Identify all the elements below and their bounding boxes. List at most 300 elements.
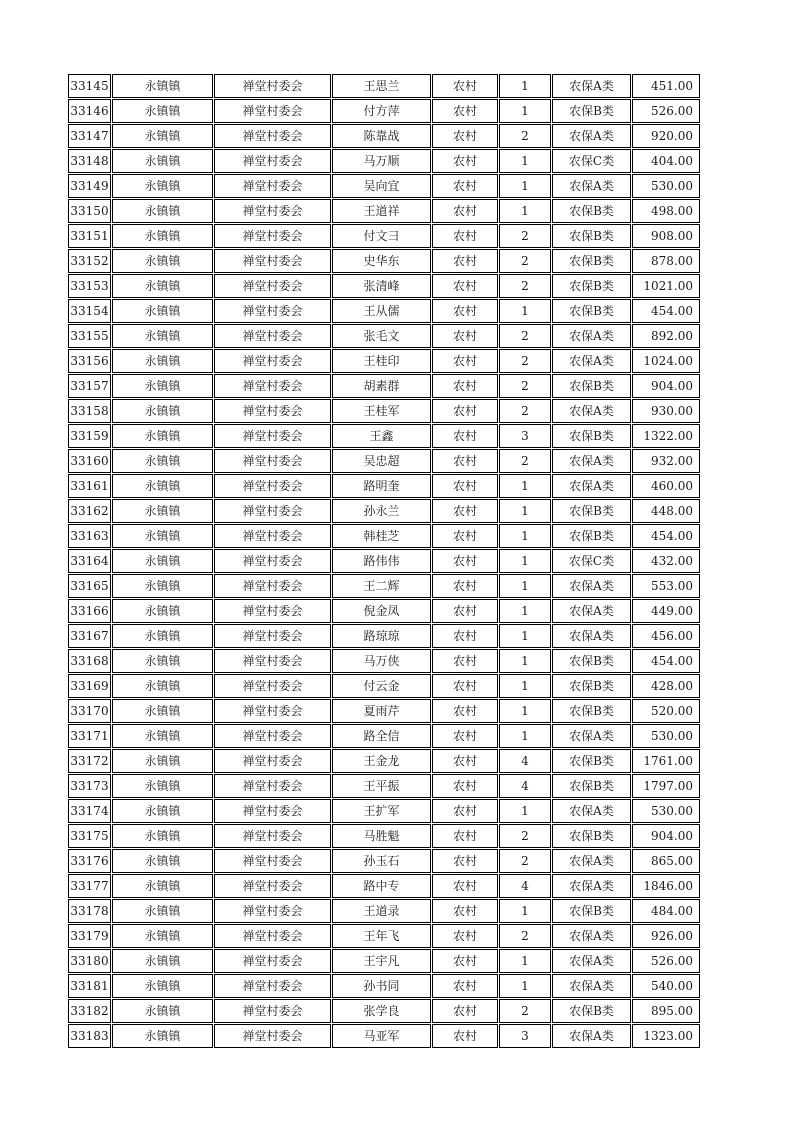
cell-person-count: 2	[499, 249, 551, 273]
cell-village-committee: 禅堂村委会	[214, 199, 331, 223]
cell-insurance-category: 农保B类	[552, 824, 631, 848]
cell-serial-number: 33159	[68, 424, 111, 448]
cell-amount: 926.00	[632, 924, 700, 948]
cell-insurance-category: 农保C类	[552, 549, 631, 573]
cell-village-committee: 禅堂村委会	[214, 224, 331, 248]
cell-person-count: 1	[499, 99, 551, 123]
cell-amount: 1024.00	[632, 349, 700, 373]
cell-serial-number: 33166	[68, 599, 111, 623]
cell-town: 永镇镇	[112, 674, 213, 698]
table-row	[68, 599, 700, 623]
cell-village-committee: 禅堂村委会	[214, 649, 331, 673]
cell-residence-type: 农村	[432, 224, 498, 248]
cell-village-committee: 禅堂村委会	[214, 399, 331, 423]
cell-serial-number: 33164	[68, 549, 111, 573]
cell-village-committee: 禅堂村委会	[214, 424, 331, 448]
cell-residence-type: 农村	[432, 174, 498, 198]
cell-town: 永镇镇	[112, 424, 213, 448]
cell-insurance-category: 农保A类	[552, 474, 631, 498]
cell-residence-type: 农村	[432, 799, 498, 823]
cell-village-committee: 禅堂村委会	[214, 99, 331, 123]
cell-person-count: 1	[499, 899, 551, 923]
cell-village-committee: 禅堂村委会	[214, 774, 331, 798]
cell-amount: 1021.00	[632, 274, 700, 298]
cell-town: 永镇镇	[112, 624, 213, 648]
cell-insurance-category: 农保B类	[552, 899, 631, 923]
cell-insurance-category: 农保A类	[552, 949, 631, 973]
cell-serial-number: 33176	[68, 849, 111, 873]
cell-village-committee: 禅堂村委会	[214, 724, 331, 748]
cell-person-name: 路明奎	[332, 474, 431, 498]
cell-amount: 908.00	[632, 224, 700, 248]
cell-village-committee: 禅堂村委会	[214, 824, 331, 848]
cell-village-committee: 禅堂村委会	[214, 274, 331, 298]
cell-person-name: 路伟伟	[332, 549, 431, 573]
cell-residence-type: 农村	[432, 474, 498, 498]
cell-person-name: 王宇凡	[332, 949, 431, 973]
cell-town: 永镇镇	[112, 374, 213, 398]
cell-village-committee: 禅堂村委会	[214, 474, 331, 498]
cell-person-name: 王年飞	[332, 924, 431, 948]
cell-serial-number: 33180	[68, 949, 111, 973]
cell-person-name: 王鑫	[332, 424, 431, 448]
table-row	[68, 724, 700, 748]
cell-amount: 932.00	[632, 449, 700, 473]
cell-person-count: 2	[499, 399, 551, 423]
cell-town: 永镇镇	[112, 499, 213, 523]
cell-town: 永镇镇	[112, 899, 213, 923]
cell-serial-number: 33170	[68, 699, 111, 723]
cell-amount: 904.00	[632, 374, 700, 398]
cell-insurance-category: 农保A类	[552, 124, 631, 148]
cell-insurance-category: 农保B类	[552, 299, 631, 323]
cell-person-count: 2	[499, 999, 551, 1023]
cell-residence-type: 农村	[432, 774, 498, 798]
cell-residence-type: 农村	[432, 899, 498, 923]
cell-village-committee: 禅堂村委会	[214, 549, 331, 573]
cell-insurance-category: 农保A类	[552, 399, 631, 423]
table-row	[68, 324, 700, 348]
table-row	[68, 499, 700, 523]
cell-amount: 895.00	[632, 999, 700, 1023]
cell-village-committee: 禅堂村委会	[214, 499, 331, 523]
cell-town: 永镇镇	[112, 799, 213, 823]
cell-person-name: 王金龙	[332, 749, 431, 773]
cell-town: 永镇镇	[112, 749, 213, 773]
cell-residence-type: 农村	[432, 549, 498, 573]
cell-insurance-category: 农保A类	[552, 174, 631, 198]
cell-residence-type: 农村	[432, 849, 498, 873]
cell-amount: 460.00	[632, 474, 700, 498]
cell-village-committee: 禅堂村委会	[214, 1024, 331, 1048]
cell-residence-type: 农村	[432, 824, 498, 848]
cell-residence-type: 农村	[432, 574, 498, 598]
cell-person-count: 1	[499, 149, 551, 173]
cell-town: 永镇镇	[112, 224, 213, 248]
cell-person-count: 1	[499, 799, 551, 823]
cell-village-committee: 禅堂村委会	[214, 324, 331, 348]
cell-town: 永镇镇	[112, 649, 213, 673]
cell-person-name: 王从儒	[332, 299, 431, 323]
cell-residence-type: 农村	[432, 374, 498, 398]
cell-amount: 878.00	[632, 249, 700, 273]
cell-person-name: 路琼琼	[332, 624, 431, 648]
cell-insurance-category: 农保A类	[552, 849, 631, 873]
cell-insurance-category: 农保B类	[552, 99, 631, 123]
cell-person-count: 2	[499, 824, 551, 848]
cell-serial-number: 33177	[68, 874, 111, 898]
cell-serial-number: 33148	[68, 149, 111, 173]
cell-insurance-category: 农保B类	[552, 424, 631, 448]
cell-residence-type: 农村	[432, 499, 498, 523]
cell-residence-type: 农村	[432, 874, 498, 898]
cell-serial-number: 33152	[68, 249, 111, 273]
cell-residence-type: 农村	[432, 949, 498, 973]
cell-insurance-category: 农保B类	[552, 749, 631, 773]
cell-insurance-category: 农保A类	[552, 724, 631, 748]
cell-person-count: 1	[499, 699, 551, 723]
table-row	[68, 849, 700, 873]
cell-village-committee: 禅堂村委会	[214, 999, 331, 1023]
cell-insurance-category: 农保B类	[552, 199, 631, 223]
cell-amount: 454.00	[632, 299, 700, 323]
cell-person-count: 1	[499, 949, 551, 973]
cell-residence-type: 农村	[432, 524, 498, 548]
cell-person-count: 3	[499, 1024, 551, 1048]
cell-village-committee: 禅堂村委会	[214, 599, 331, 623]
cell-residence-type: 农村	[432, 749, 498, 773]
cell-serial-number: 33147	[68, 124, 111, 148]
cell-insurance-category: 农保A类	[552, 74, 631, 98]
cell-village-committee: 禅堂村委会	[214, 449, 331, 473]
table-row	[68, 374, 700, 398]
cell-town: 永镇镇	[112, 99, 213, 123]
cell-village-committee: 禅堂村委会	[214, 874, 331, 898]
cell-person-name: 孙永兰	[332, 499, 431, 523]
cell-insurance-category: 农保B类	[552, 524, 631, 548]
cell-amount: 404.00	[632, 149, 700, 173]
cell-insurance-category: 农保A类	[552, 449, 631, 473]
cell-serial-number: 33165	[68, 574, 111, 598]
cell-town: 永镇镇	[112, 599, 213, 623]
cell-amount: 451.00	[632, 74, 700, 98]
cell-person-name: 王平振	[332, 774, 431, 798]
cell-serial-number: 33179	[68, 924, 111, 948]
cell-person-name: 陈靠战	[332, 124, 431, 148]
cell-amount: 526.00	[632, 99, 700, 123]
cell-amount: 454.00	[632, 524, 700, 548]
cell-amount: 449.00	[632, 599, 700, 623]
cell-person-count: 1	[499, 974, 551, 998]
table-row	[68, 549, 700, 573]
cell-amount: 920.00	[632, 124, 700, 148]
table-row	[68, 1024, 700, 1048]
cell-serial-number: 33150	[68, 199, 111, 223]
cell-person-name: 付云金	[332, 674, 431, 698]
cell-serial-number: 33154	[68, 299, 111, 323]
table-row	[68, 874, 700, 898]
cell-serial-number: 33146	[68, 99, 111, 123]
cell-residence-type: 农村	[432, 199, 498, 223]
cell-residence-type: 农村	[432, 599, 498, 623]
cell-insurance-category: 农保A类	[552, 574, 631, 598]
cell-person-name: 孙书同	[332, 974, 431, 998]
cell-person-name: 胡素群	[332, 374, 431, 398]
cell-village-committee: 禅堂村委会	[214, 849, 331, 873]
cell-village-committee: 禅堂村委会	[214, 524, 331, 548]
cell-amount: 456.00	[632, 624, 700, 648]
cell-insurance-category: 农保A类	[552, 974, 631, 998]
cell-person-count: 2	[499, 324, 551, 348]
cell-person-count: 4	[499, 749, 551, 773]
table-row	[68, 224, 700, 248]
cell-serial-number: 33162	[68, 499, 111, 523]
cell-amount: 530.00	[632, 799, 700, 823]
table-row	[68, 799, 700, 823]
cell-person-count: 2	[499, 224, 551, 248]
cell-insurance-category: 农保A类	[552, 874, 631, 898]
cell-residence-type: 农村	[432, 74, 498, 98]
table-row	[68, 174, 700, 198]
cell-village-committee: 禅堂村委会	[214, 149, 331, 173]
cell-person-count: 1	[499, 299, 551, 323]
cell-person-count: 1	[499, 649, 551, 673]
cell-person-count: 1	[499, 74, 551, 98]
cell-person-count: 1	[499, 624, 551, 648]
cell-village-committee: 禅堂村委会	[214, 374, 331, 398]
cell-person-name: 韩桂芝	[332, 524, 431, 548]
cell-person-name: 王思兰	[332, 74, 431, 98]
table-row	[68, 949, 700, 973]
cell-town: 永镇镇	[112, 324, 213, 348]
cell-amount: 448.00	[632, 499, 700, 523]
table-row	[68, 699, 700, 723]
cell-amount: 930.00	[632, 399, 700, 423]
cell-town: 永镇镇	[112, 699, 213, 723]
cell-person-name: 马万侠	[332, 649, 431, 673]
cell-residence-type: 农村	[432, 99, 498, 123]
cell-amount: 904.00	[632, 824, 700, 848]
cell-insurance-category: 农保B类	[552, 774, 631, 798]
cell-insurance-category: 农保B类	[552, 699, 631, 723]
cell-residence-type: 农村	[432, 1024, 498, 1048]
cell-town: 永镇镇	[112, 874, 213, 898]
table-row	[68, 774, 700, 798]
cell-town: 永镇镇	[112, 549, 213, 573]
cell-residence-type: 农村	[432, 299, 498, 323]
cell-amount: 553.00	[632, 574, 700, 598]
cell-insurance-category: 农保B类	[552, 499, 631, 523]
table-row	[68, 674, 700, 698]
cell-person-name: 王道录	[332, 899, 431, 923]
cell-person-name: 王桂印	[332, 349, 431, 373]
cell-insurance-category: 农保A类	[552, 799, 631, 823]
cell-residence-type: 农村	[432, 974, 498, 998]
cell-person-count: 2	[499, 449, 551, 473]
cell-insurance-category: 农保A类	[552, 924, 631, 948]
cell-person-name: 马万顺	[332, 149, 431, 173]
cell-serial-number: 33171	[68, 724, 111, 748]
cell-residence-type: 农村	[432, 124, 498, 148]
cell-serial-number: 33183	[68, 1024, 111, 1048]
cell-village-committee: 禅堂村委会	[214, 249, 331, 273]
cell-residence-type: 农村	[432, 349, 498, 373]
cell-residence-type: 农村	[432, 924, 498, 948]
table-row	[68, 824, 700, 848]
cell-person-count: 1	[499, 599, 551, 623]
cell-person-name: 史华东	[332, 249, 431, 273]
cell-serial-number: 33155	[68, 324, 111, 348]
cell-amount: 526.00	[632, 949, 700, 973]
cell-village-committee: 禅堂村委会	[214, 974, 331, 998]
cell-person-count: 3	[499, 424, 551, 448]
cell-person-count: 2	[499, 849, 551, 873]
table-row	[68, 649, 700, 673]
table-row	[68, 474, 700, 498]
cell-person-name: 马亚军	[332, 1024, 431, 1048]
cell-village-committee: 禅堂村委会	[214, 299, 331, 323]
cell-person-name: 王二辉	[332, 574, 431, 598]
cell-amount: 540.00	[632, 974, 700, 998]
cell-village-committee: 禅堂村委会	[214, 624, 331, 648]
table-row	[68, 149, 700, 173]
cell-person-count: 1	[499, 174, 551, 198]
cell-village-committee: 禅堂村委会	[214, 574, 331, 598]
cell-person-count: 4	[499, 774, 551, 798]
table-row	[68, 274, 700, 298]
cell-town: 永镇镇	[112, 149, 213, 173]
cell-town: 永镇镇	[112, 474, 213, 498]
cell-insurance-category: 农保B类	[552, 274, 631, 298]
table-row	[68, 74, 700, 98]
cell-village-committee: 禅堂村委会	[214, 699, 331, 723]
cell-village-committee: 禅堂村委会	[214, 749, 331, 773]
cell-person-count: 1	[499, 549, 551, 573]
cell-amount: 454.00	[632, 649, 700, 673]
table-row	[68, 999, 700, 1023]
cell-town: 永镇镇	[112, 849, 213, 873]
cell-amount: 865.00	[632, 849, 700, 873]
table-row	[68, 449, 700, 473]
cell-amount: 520.00	[632, 699, 700, 723]
cell-town: 永镇镇	[112, 74, 213, 98]
cell-amount: 432.00	[632, 549, 700, 573]
cell-person-count: 2	[499, 124, 551, 148]
cell-residence-type: 农村	[432, 699, 498, 723]
cell-serial-number: 33151	[68, 224, 111, 248]
cell-town: 永镇镇	[112, 174, 213, 198]
cell-insurance-category: 农保B类	[552, 649, 631, 673]
cell-town: 永镇镇	[112, 574, 213, 598]
cell-village-committee: 禅堂村委会	[214, 949, 331, 973]
cell-serial-number: 33158	[68, 399, 111, 423]
cell-amount: 1322.00	[632, 424, 700, 448]
cell-person-count: 2	[499, 924, 551, 948]
cell-village-committee: 禅堂村委会	[214, 74, 331, 98]
cell-amount: 1797.00	[632, 774, 700, 798]
cell-person-name: 王道祥	[332, 199, 431, 223]
cell-residence-type: 农村	[432, 999, 498, 1023]
cell-village-committee: 禅堂村委会	[214, 799, 331, 823]
cell-serial-number: 33161	[68, 474, 111, 498]
cell-person-name: 路中专	[332, 874, 431, 898]
cell-insurance-category: 农保A类	[552, 1024, 631, 1048]
cell-serial-number: 33149	[68, 174, 111, 198]
cell-town: 永镇镇	[112, 124, 213, 148]
cell-serial-number: 33173	[68, 774, 111, 798]
cell-town: 永镇镇	[112, 399, 213, 423]
cell-town: 永镇镇	[112, 249, 213, 273]
table-row	[68, 749, 700, 773]
cell-serial-number: 33167	[68, 624, 111, 648]
cell-serial-number: 33160	[68, 449, 111, 473]
cell-insurance-category: 农保A类	[552, 349, 631, 373]
cell-serial-number: 33172	[68, 749, 111, 773]
cell-insurance-category: 农保A类	[552, 324, 631, 348]
cell-residence-type: 农村	[432, 149, 498, 173]
cell-person-name: 吴向宜	[332, 174, 431, 198]
cell-amount: 530.00	[632, 724, 700, 748]
cell-town: 永镇镇	[112, 924, 213, 948]
cell-serial-number: 33178	[68, 899, 111, 923]
cell-town: 永镇镇	[112, 724, 213, 748]
cell-serial-number: 33181	[68, 974, 111, 998]
cell-person-count: 2	[499, 274, 551, 298]
cell-serial-number: 33163	[68, 524, 111, 548]
table-row	[68, 899, 700, 923]
cell-person-count: 1	[499, 674, 551, 698]
cell-residence-type: 农村	[432, 424, 498, 448]
cell-amount: 1323.00	[632, 1024, 700, 1048]
cell-amount: 892.00	[632, 324, 700, 348]
table-row	[68, 99, 700, 123]
cell-person-name: 张清峰	[332, 274, 431, 298]
cell-person-name: 倪金凤	[332, 599, 431, 623]
cell-amount: 428.00	[632, 674, 700, 698]
table-row	[68, 424, 700, 448]
cell-village-committee: 禅堂村委会	[214, 124, 331, 148]
cell-residence-type: 农村	[432, 324, 498, 348]
table-row	[68, 624, 700, 648]
cell-serial-number: 33157	[68, 374, 111, 398]
benefits-roster-table	[67, 73, 701, 1049]
cell-serial-number: 33169	[68, 674, 111, 698]
cell-residence-type: 农村	[432, 399, 498, 423]
cell-person-count: 1	[499, 724, 551, 748]
cell-insurance-category: 农保B类	[552, 224, 631, 248]
cell-person-name: 张学良	[332, 999, 431, 1023]
cell-person-count: 2	[499, 349, 551, 373]
cell-serial-number: 33175	[68, 824, 111, 848]
cell-residence-type: 农村	[432, 624, 498, 648]
cell-insurance-category: 农保B类	[552, 374, 631, 398]
cell-insurance-category: 农保A类	[552, 599, 631, 623]
cell-residence-type: 农村	[432, 724, 498, 748]
cell-town: 永镇镇	[112, 974, 213, 998]
cell-serial-number: 33156	[68, 349, 111, 373]
table-row	[68, 574, 700, 598]
cell-residence-type: 农村	[432, 674, 498, 698]
cell-town: 永镇镇	[112, 824, 213, 848]
cell-serial-number: 33145	[68, 74, 111, 98]
cell-village-committee: 禅堂村委会	[214, 674, 331, 698]
table-body	[68, 74, 700, 1048]
cell-person-count: 1	[499, 574, 551, 598]
table-row	[68, 299, 700, 323]
table-row	[68, 249, 700, 273]
cell-amount: 484.00	[632, 899, 700, 923]
cell-person-name: 夏雨芹	[332, 699, 431, 723]
